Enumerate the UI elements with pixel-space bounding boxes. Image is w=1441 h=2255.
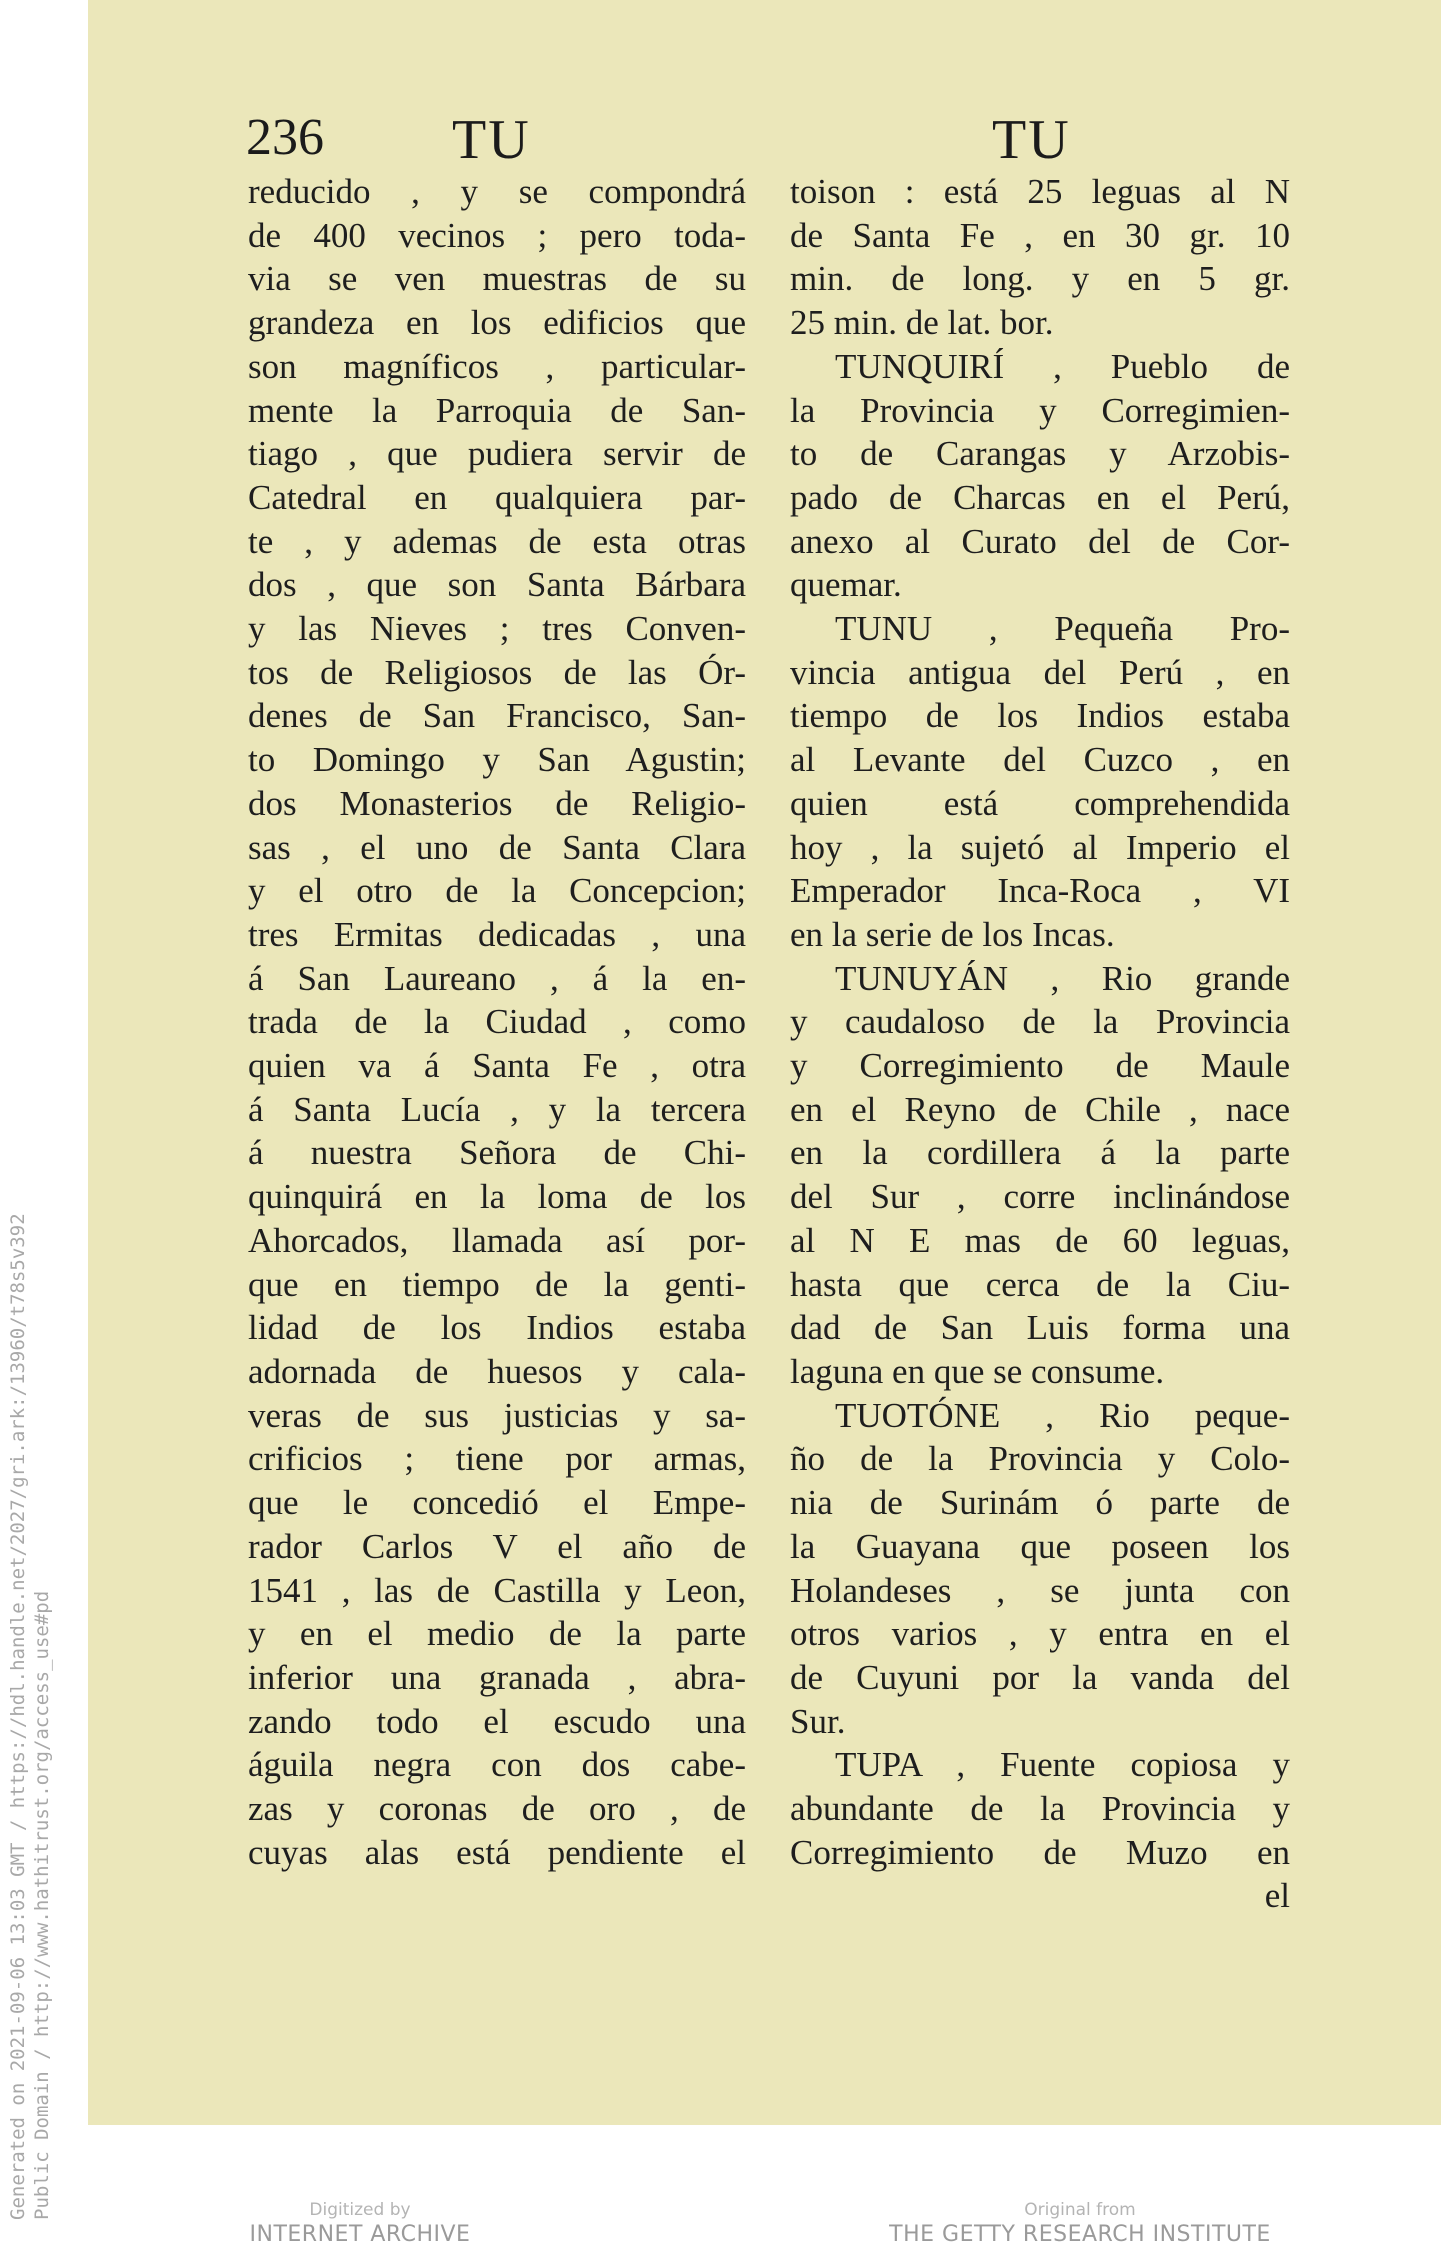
text-line: dos , que son Santa Bárbara [248, 565, 746, 605]
text-line: Corregimiento de Muzo en [790, 1832, 1290, 1872]
digitized-by-label: Digitized by [309, 2200, 411, 2220]
text-line: pado de Charcas en el Perú, [790, 477, 1290, 517]
text-line: adornada de huesos y cala- [248, 1351, 746, 1391]
text-line: águila negra con dos cabe- [248, 1745, 746, 1785]
watermark-line-2: Public Domain / http://www.hathitrust.org/access_use#pd [31, 1590, 53, 2220]
text-line: tres Ermitas dedicadas , una [248, 914, 746, 954]
text-line: quinquirá en la loma de los [248, 1177, 746, 1217]
margin-strip [0, 0, 88, 2255]
left-text-column [248, 170, 746, 1874]
text-line: al Levante del Cuzco , en [790, 740, 1290, 780]
text-line: del Sur , corre inclinándose [790, 1177, 1290, 1217]
text-line: reducido , y se compondrá [248, 172, 746, 211]
text-line: tiago , que pudiera servir de [248, 434, 746, 474]
text-line: hasta que cerca de la Ciu- [790, 1264, 1290, 1304]
text-line: y en el medio de la parte [248, 1614, 746, 1654]
digitizer-name: INTERNET ARCHIVE [249, 2222, 471, 2247]
text-line: toison : está 25 leguas al N [790, 172, 1290, 211]
text-line: denes de San Francisco, San- [248, 696, 746, 736]
text-line: al N E mas de 60 leguas, [790, 1220, 1290, 1260]
text-line: Holandeses , se junta con [790, 1570, 1290, 1610]
text-line: min. de long. y en 5 gr. [790, 259, 1290, 299]
text-line: Emperador Inca-Roca , VI [790, 871, 1290, 911]
text-line: te , y ademas de esta otras [248, 521, 746, 561]
text-line: 25 min. de lat. bor. [790, 303, 1054, 343]
text-line: que le concedió el Empe- [248, 1483, 746, 1523]
watermark-line-1: Generated on 2021-09-06 13:03 GMT / https://hdl.handle.net/2027/gri.ark:/13960/t78s5v392 [7, 1213, 29, 2220]
text-line: son magníficos , particular- [248, 346, 746, 386]
text-line: y Corregimiento de Maule [790, 1046, 1290, 1086]
text-line: quemar. [790, 565, 902, 605]
text-line: via se ven muestras de su [248, 259, 746, 299]
text-line: dad de San Luis forma una [790, 1308, 1290, 1348]
text-line: rador Carlos V el año de [248, 1526, 746, 1566]
source-credit [870, 2200, 1290, 2247]
text-line: TUNQUIRÍ , Pueblo de [835, 346, 1290, 386]
text-line: to Domingo y San Agustin; [248, 740, 746, 780]
text-line: de Cuyuni por la vanda del [790, 1657, 1290, 1697]
text-line: Sur. [790, 1701, 846, 1741]
text-line: lidad de los Indios estaba [248, 1308, 746, 1348]
text-line: quien va á Santa Fe , otra [248, 1046, 746, 1086]
original-from-label: Original from [1024, 2200, 1136, 2220]
source-institution: THE GETTY RESEARCH INSTITUTE [889, 2222, 1271, 2247]
text-line: dos Monasterios de Religio- [248, 783, 746, 823]
running-head-left: TU [452, 109, 531, 171]
text-line: y caudaloso de la Provincia [790, 1002, 1290, 1042]
text-line: otros varios , y entra en el [790, 1614, 1290, 1654]
text-line: vincia antigua del Perú , en [790, 652, 1290, 692]
text-line: crificios ; tiene por armas, [248, 1439, 746, 1479]
page-number: 236 [246, 109, 324, 166]
text-line: nia de Surinám ó parte de [790, 1483, 1290, 1523]
text-line: TUPA , Fuente copiosa y [835, 1745, 1290, 1785]
text-line: TUNUYÁN , Rio grande [835, 958, 1290, 998]
text-line: en la serie de los Incas. [790, 914, 1115, 954]
text-line: trada de la Ciudad , como [248, 1002, 746, 1042]
text-line: sas , el uno de Santa Clara [248, 827, 746, 867]
text-line: de Santa Fe , en 30 gr. 10 [790, 215, 1290, 255]
text-line: ño de la Provincia y Colo- [790, 1439, 1290, 1479]
text-line: que en tiempo de la genti- [248, 1264, 746, 1304]
running-head-right: TU [992, 109, 1071, 171]
text-line: mente la Parroquia de San- [248, 390, 746, 430]
text-line: y las Nieves ; tres Conven- [248, 609, 746, 649]
text-line: á San Laureano , á la en- [248, 958, 746, 998]
text-line: grandeza en los edificios que [248, 303, 746, 343]
text-line: hoy , la sujetó al Imperio el [790, 827, 1290, 867]
text-line: en la cordillera á la parte [790, 1133, 1290, 1173]
text-line: el [1264, 1876, 1290, 1916]
text-line: tos de Religiosos de las Ór- [248, 652, 746, 692]
text-line: zas y coronas de oro , de [248, 1789, 746, 1829]
text-line: veras de sus justicias y sa- [248, 1395, 746, 1435]
digitizer-credit [220, 2200, 500, 2247]
text-line: 1541 , las de Castilla y Leon, [248, 1570, 746, 1610]
text-line: en el Reyno de Chile , nace [790, 1089, 1290, 1129]
watermark [6, 1020, 54, 2220]
text-line: Ahorcados, llamada así por- [248, 1220, 746, 1260]
text-line: Catedral en qualquiera par- [248, 477, 746, 517]
text-line: de 400 vecinos ; pero toda- [248, 215, 746, 255]
text-line: la Provincia y Corregimien- [790, 390, 1290, 430]
text-line: á Santa Lucía , y la tercera [248, 1089, 746, 1129]
text-line: la Guayana que poseen los [790, 1526, 1290, 1566]
text-line: y el otro de la Concepcion; [248, 871, 746, 911]
text-line: to de Carangas y Arzobis- [790, 434, 1290, 474]
text-line: anexo al Curato del de Cor- [790, 521, 1290, 561]
text-line: TUNU , Pequeña Pro- [835, 609, 1290, 649]
text-line: á nuestra Señora de Chi- [248, 1133, 746, 1173]
right-text-column [790, 170, 1290, 1918]
text-line: abundante de la Provincia y [790, 1789, 1290, 1829]
text-line: laguna en que se consume. [790, 1351, 1165, 1391]
text-line: cuyas alas está pendiente el [248, 1832, 746, 1872]
text-line: TUOTÓNE , Rio peque- [835, 1395, 1290, 1435]
text-line: inferior una granada , abra- [248, 1657, 746, 1697]
text-line: quien está comprehendida [790, 783, 1290, 823]
text-line: tiempo de los Indios estaba [790, 696, 1290, 736]
text-line: zando todo el escudo una [248, 1701, 746, 1741]
